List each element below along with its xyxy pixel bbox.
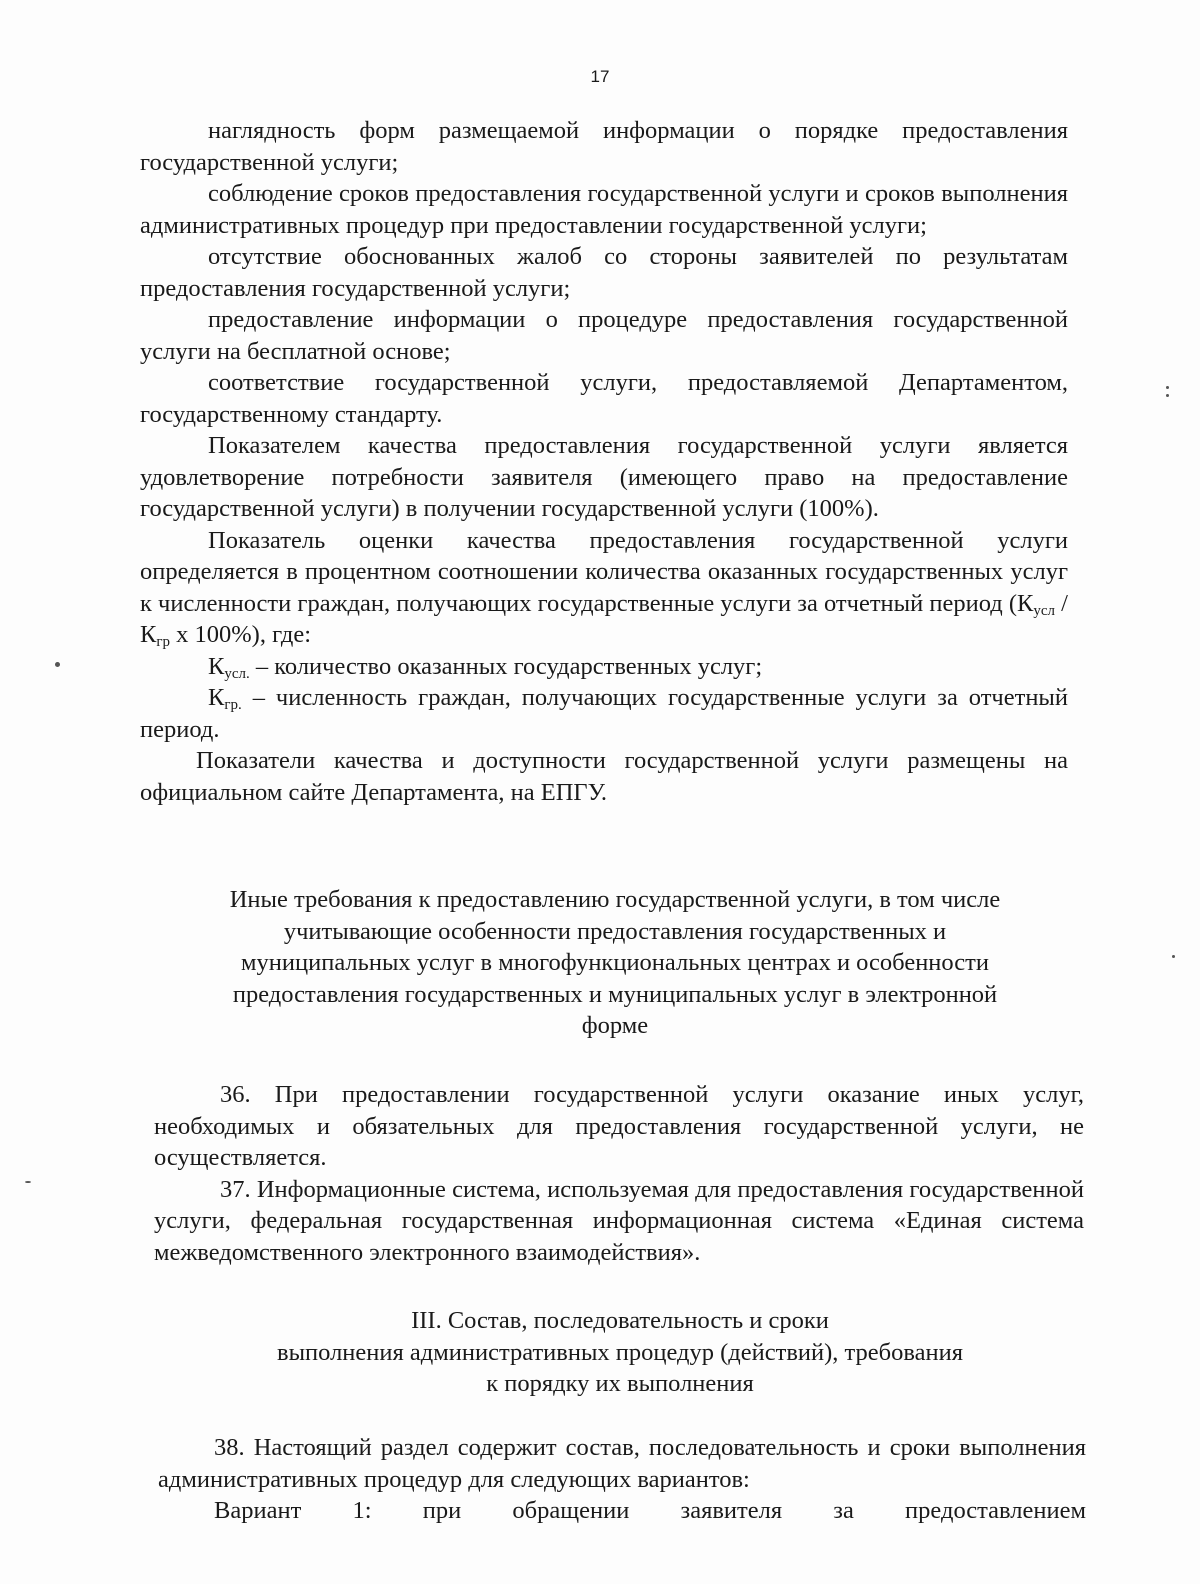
k-gr-subscript: гр. — [224, 697, 242, 713]
assessment-text: Показатель оценки качества предоставления государственной услуги определяется в процентном соотношении количества оказанных государственных услуг к численности граждан, получающих государственные услуги за отчетный период (К — [140, 526, 1068, 617]
subscript-gr: гр — [156, 634, 170, 650]
paragraph-quality-indicator: Показателем качества предоставления государственной услуги является удовлетворение потребности заявителя (имеющего право на предоставление государственной услуги) в получении государственной услуги (100%). — [140, 432, 1068, 522]
assessment-text-mid: / К — [140, 589, 1068, 648]
k-symbol: К — [208, 684, 225, 711]
heading-line: предоставления государственных и муниципальных услуг в электронной — [232, 980, 998, 1008]
subscript-usl: усл — [1033, 602, 1056, 619]
k-usl-subscript: усл. — [224, 665, 250, 682]
scan-speck — [1172, 955, 1175, 958]
scan-speck — [1166, 394, 1169, 397]
paragraph-quality-assessment — [140, 525, 1068, 651]
page-number: 17 — [590, 67, 610, 86]
heading-line: Иные требования к предоставлению государственной услуги, в том числе — [229, 886, 1001, 913]
quality-indicators-section — [140, 115, 1068, 808]
heading-line: форме — [581, 1012, 649, 1039]
heading-line: выполнения административных процедур (действий), требования — [277, 1338, 963, 1366]
scan-speck — [55, 662, 60, 667]
paragraph-item-38: 38. Настоящий раздел содержит состав, последовательность и сроки выполнения административных процедур для следующих вариантов: — [158, 1434, 1086, 1493]
section-heading-other-requirements — [150, 884, 1080, 1042]
paragraph-k-usl — [140, 651, 1068, 683]
paragraph-item-36: 36. При предоставлении государственной услуги оказание иных услуг, необходимых и обязательных для предоставления государственной услуги, не осуществляется. — [154, 1081, 1084, 1171]
paragraph-visibility: наглядность форм размещаемой информации о порядке предоставления государственной услуги; — [140, 117, 1068, 176]
item-38-section — [158, 1432, 1086, 1527]
paragraph-variant-1: Вариант 1: при обращении заявителя за предоставлением — [214, 1497, 1086, 1524]
items-36-37-section — [154, 1079, 1084, 1268]
paragraph-item-37: 37. Информационные система, используемая для предоставления государственной услуги, федеральная государственная информационная система «Единая система межведомственного электронного взаимодействия». — [154, 1175, 1084, 1266]
paragraph-standard: соответствие государственной услуги, предоставляемой Департаментом, государственному стандарту. — [140, 369, 1068, 428]
k-usl-definition: – количество оказанных государственных услуг; — [249, 652, 763, 680]
heading-line: учитывающие особенности предоставления государственных и — [283, 917, 947, 945]
assessment-text-end: х 100%), где: — [170, 621, 312, 648]
k-gr-definition: – численность граждан, получающих государственные услуги за отчетный период. — [140, 684, 1068, 743]
heading-line: к порядку их выполнения — [486, 1370, 754, 1397]
scan-speck — [1166, 386, 1169, 389]
section-heading-part-iii — [150, 1305, 1090, 1400]
heading-line: муниципальных услуг в многофункциональных центрах и особенности — [241, 949, 989, 976]
paragraph-complaints: отсутствие обоснованных жалоб со стороны заявителей по результатам предоставления государственной услуги; — [140, 243, 1068, 302]
k-symbol: К — [208, 652, 225, 680]
heading-line: III. Состав, последовательность и сроки — [411, 1307, 829, 1334]
paragraph-free-info: предоставление информации о процедуре предоставления государственной услуги на бесплатной основе; — [140, 306, 1068, 365]
scan-speck — [25, 1181, 31, 1183]
paragraph-k-gr — [140, 682, 1068, 745]
paragraph-published: Показатели качества и доступности государственной услуги размещены на официальном сайте Департамента, на ЕПГУ. — [140, 747, 1068, 806]
paragraph-deadlines: соблюдение сроков предоставления государственной услуги и сроков выполнения административных процедур при предоставлении государственной услуги; — [140, 180, 1068, 239]
